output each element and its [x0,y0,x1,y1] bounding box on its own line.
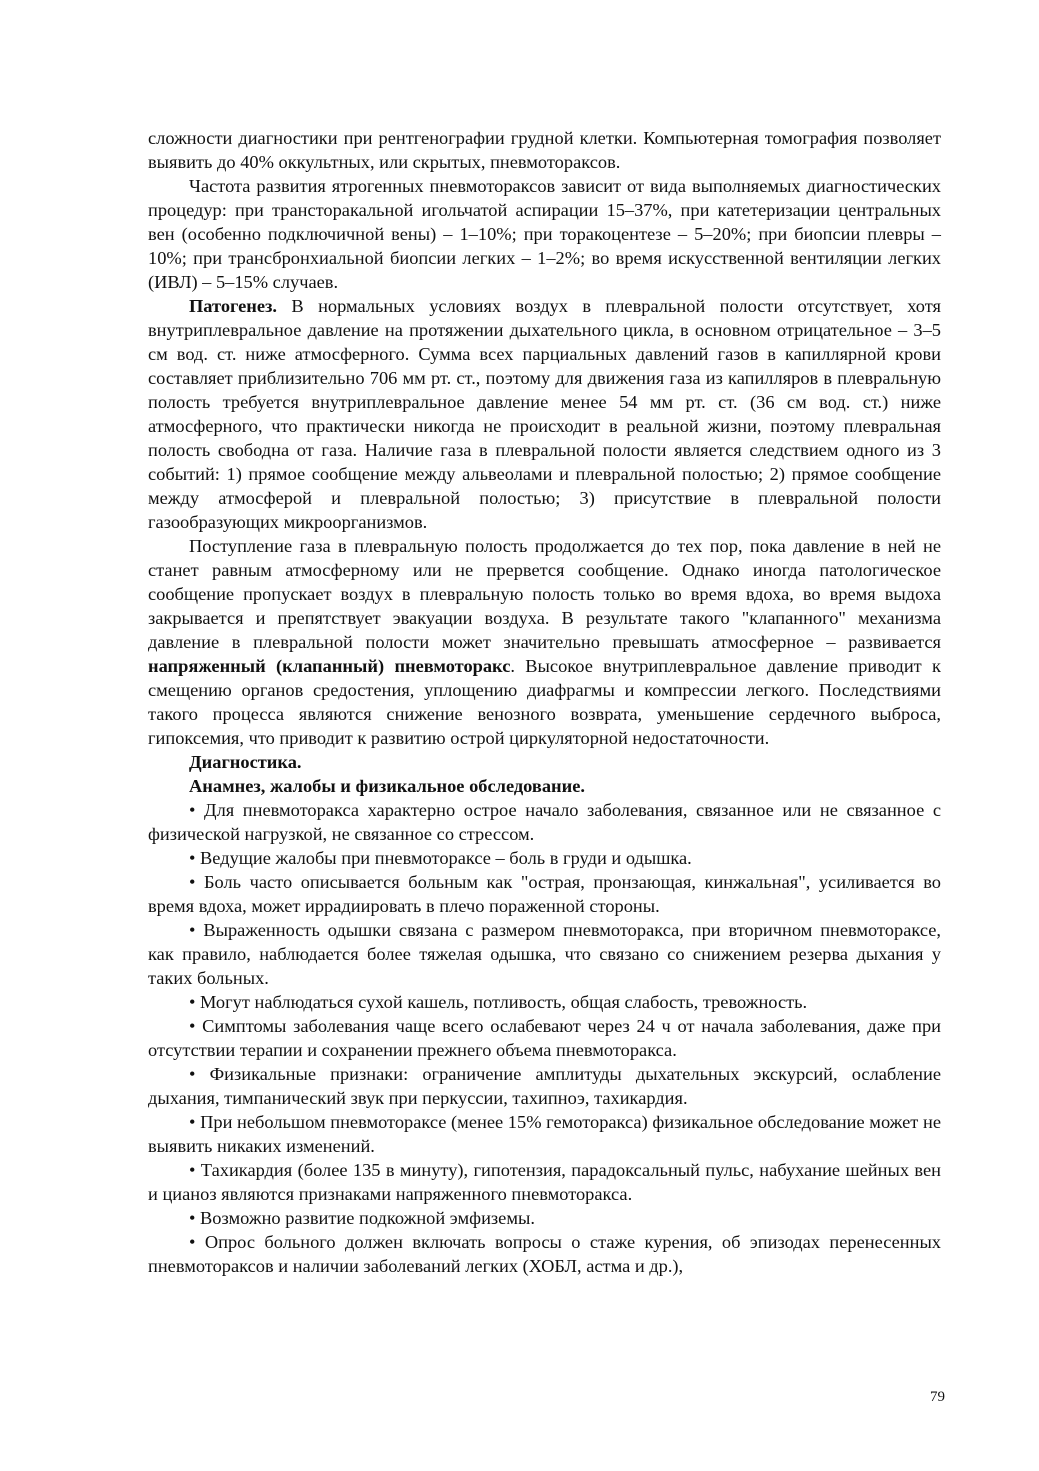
tension-pneumothorax-term: напряженный (клапанный) пневмоторакс [148,656,511,676]
history-heading: Анамнез, жалобы и физикальное обследование. [189,776,585,796]
bullet-item: • Возможно развитие подкожной эмфиземы. [189,1208,535,1228]
bullet-item: • Опрос больного должен включать вопросы о стаже курения, об эпизодах перенесенных пневмотораксов и наличии заболеваний легких (ХОБЛ, астма и др.), [148,1232,941,1276]
gas-entry-text-end: . Высокое внутриплевральное давление приводит к смещению органов средостения, уплощению диафрагмы и компрессии легкого. Последствиями такого процесса являются снижение венозного возврата, уменьшение сердечного выброса, гипоксемия, что приводит к развитию острой циркуляторной недостаточности. [148,656,941,748]
bullet-item: • Симптомы заболевания чаще всего ослабевают через 24 ч от начала заболевания, даже при отсутствии терапии и сохранении прежнего объема пневмоторакса. [148,1016,941,1060]
paragraph-ct-detection: сложности диагностики при рентгенографии грудной клетки. Компьютерная томография позволяет выявить до 40% оккультных, или скрытых, пневмотораксов. [148,128,941,172]
bullet-item: • Физикальные признаки: ограничение амплитуды дыхательных экскурсий, ослабление дыхания, тимпанический звук при перкуссии, тахипноэ, тахикардия. [148,1064,941,1108]
bullet-item: • Боль часто описывается больным как "острая, пронзающая, кинжальная", усиливается во время вдоха, может иррадиировать в плечо пораженной стороны. [148,872,941,916]
bullet-item: • Выраженность одышки связана с размером пневмоторакса, при вторичном пневмотораксе, как правило, наблюдается более тяжелая одышка, что связано со снижением резерва дыхания у таких больных. [148,920,941,988]
document-page [148,126,941,1278]
bullet-item: • Тахикардия (более 135 в минуту), гипотензия, парадоксальный пульс, набухание шейных вен и цианоз являются признаками напряженного пневмоторакса. [148,1160,941,1204]
diagnostics-heading: Диагностика. [189,752,302,772]
paragraph-gas-entry [148,534,941,750]
pathogenesis-text: В нормальных условиях воздух в плевральной полости отсутствует, хотя внутриплевральное давление на протяжении дыхательного цикла, в основном отрицательное – 3–5 см вод. ст. ниже атмосферного. Сумма всех парциальных давлений газов в капиллярной крови составляет приблизительно 706 мм рт. ст., поэтому для движения газа из капилляров в плевральную полость требуется внутриплевральное давление менее 54 мм рт. ст. (36 см вод. ст.) ниже атмосферного, что практически никогда не происходит в реальной жизни, поэтому плевральная полость свободна от газа. Наличие газа в плевральной полости является следствием одного из 3 событий: 1) прямое сообщение между альвеолами и плевральной полостью; 2) прямое сообщение между атмосферой и плевральной полостью; 3) присутствие в плевральной полости газообразующих микроорганизмов. [148,296,941,532]
paragraph-iatrogenic-frequency: Частота развития ятрогенных пневмотораксов зависит от вида выполняемых диагностических процедур: при трансторакальной игольчатой аспирации 15–37%, при катетеризации центральных вен (особенно подключичной вены) – 1–10%; при торакоцентезе – 5–20%; при биопсии плевры – 10%; при трансбронхиальной биопсии легких – 1–2%; во время искусственной вентиляции легких (ИВЛ) – 5–15% случаев. [148,176,941,292]
bullet-item: • Для пневмоторакса характерно острое начало заболевания, связанное или не связанное с физической нагрузкой, не связанное со стрессом. [148,800,941,844]
pathogenesis-label: Патогенез. [189,296,278,316]
bullet-item: • Ведущие жалобы при пневмотораксе – боль в груди и одышка. [189,848,692,868]
bullet-item: • При небольшом пневмотораксе (менее 15% гемоторакса) физикальное обследование может не выявить никаких изменений. [148,1112,941,1156]
gas-entry-text-start: Поступление газа в плевральную полость продолжается до тех пор, пока давление в ней не станет равным атмосферному или не прервется сообщение. Однако иногда патологическое сообщение пропускает воздух в плевральную полость только во время вдоха, во время выдоха закрывается и препятствует эвакуации воздуха. В результате такого "клапанного" механизма давление в плевральной полости может значительно превышать атмосферное – развивается [148,536,941,652]
paragraph-pathogenesis [148,294,941,534]
page-number: 79 [930,1389,945,1405]
bullet-item: • Могут наблюдаться сухой кашель, потливость, общая слабость, тревожность. [189,992,808,1012]
